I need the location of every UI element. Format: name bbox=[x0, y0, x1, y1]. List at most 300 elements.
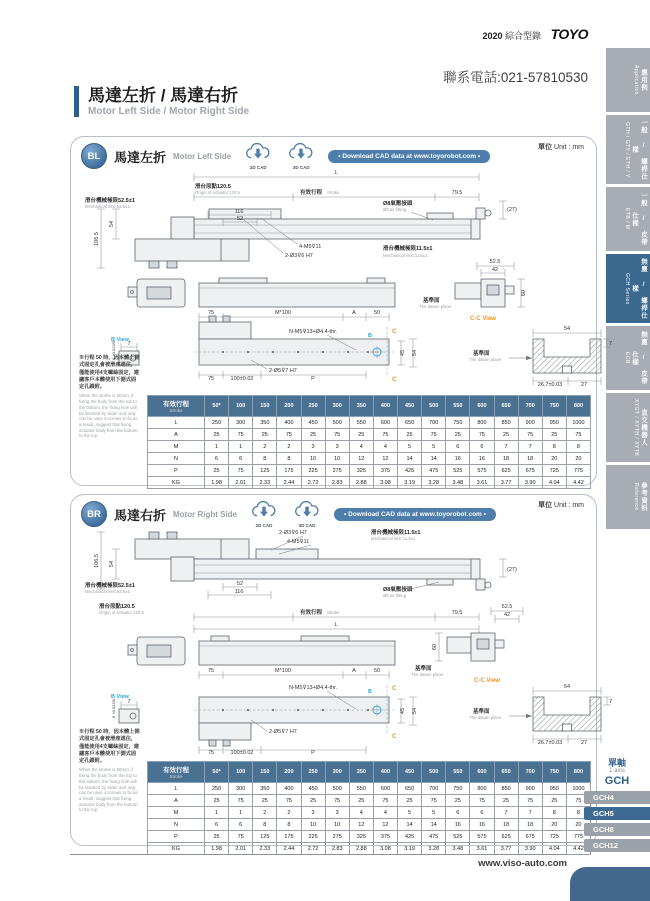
side-view bbox=[199, 636, 395, 665]
table-cell: 575 bbox=[470, 831, 494, 843]
dim-79-5: 79.5 bbox=[451, 610, 463, 616]
sidebar-tab-xy-robots[interactable] bbox=[606, 393, 650, 462]
plan-view bbox=[194, 310, 418, 383]
table-cell: 225 bbox=[301, 831, 325, 843]
table-cell: 25 bbox=[446, 795, 470, 807]
table-cell: 25 bbox=[349, 429, 373, 441]
table-cell: 3.77 bbox=[494, 477, 518, 489]
series-button-gch5[interactable]: GCH5 bbox=[584, 807, 650, 820]
dim-screws: 4-M5⊽11 bbox=[299, 244, 322, 250]
cad-2d-label: 2D CAD bbox=[255, 523, 273, 528]
unit-label bbox=[538, 142, 584, 152]
table-cell: 4 bbox=[349, 441, 373, 453]
stroke-column-header: 600 bbox=[470, 762, 494, 783]
dim-cc54: 54 bbox=[563, 684, 571, 690]
contact-phone: 聯系電話:021-57810530 bbox=[443, 70, 588, 85]
table-cell: 6 bbox=[446, 441, 470, 453]
table-cell: 7 bbox=[518, 441, 542, 453]
table-cell: 4.04 bbox=[542, 843, 566, 855]
row-label: KG bbox=[148, 843, 205, 855]
table-cell: 75 bbox=[325, 429, 349, 441]
dim-P: P bbox=[311, 750, 315, 756]
table-cell: 75 bbox=[518, 795, 542, 807]
table-cell: 4.04 bbox=[542, 477, 566, 489]
table-cell: 625 bbox=[494, 465, 518, 477]
top-view bbox=[85, 528, 523, 633]
spec-table bbox=[147, 395, 591, 489]
dim-stroke-en: Stroke bbox=[327, 610, 340, 615]
row-label: L bbox=[148, 783, 205, 795]
dim-100: 100±0.02 bbox=[230, 376, 254, 382]
table-cell: 8 bbox=[542, 807, 566, 819]
note-zh: ※行程 50 時，因本體上側式固定孔會被滑座遮住，僅能使用4支螺絲固定，建議客戶本體使用下側式固定孔鎖附。 bbox=[79, 355, 140, 391]
table-cell: 6 bbox=[205, 819, 229, 831]
dim-mech-top-zh: 滑台機械極限52.5±1 bbox=[85, 583, 135, 589]
row-label: P bbox=[148, 831, 205, 843]
table-cell: 800 bbox=[470, 783, 494, 795]
table-cell: 3.48 bbox=[446, 477, 470, 489]
dim-42: 42 bbox=[491, 267, 499, 273]
table-cell: 5 bbox=[398, 441, 422, 453]
dim-mech-top-en: Mechanical limit:52.5±1 bbox=[85, 589, 130, 594]
download-cad-button[interactable]: • Download CAD data at www.toyorobot.com • bbox=[328, 150, 490, 163]
series-button-gch12[interactable]: GCH12 bbox=[584, 839, 650, 852]
dim-origin-zh: 滑台原點120.5 bbox=[99, 604, 135, 610]
series-nav bbox=[584, 756, 650, 855]
table-cell: 12 bbox=[349, 453, 373, 465]
note-zh: ※行程 50 時，因本體上側式固定孔會被滑座遮住，僅能使用4支螺絲固定，建議客戶本體使用下側式固定孔鎖附。 bbox=[79, 729, 140, 765]
table-cell: 750 bbox=[446, 783, 470, 795]
stroke-column-header: 750 bbox=[542, 396, 566, 417]
table-cell: 600 bbox=[373, 783, 397, 795]
stroke-column-header: 450 bbox=[398, 762, 422, 783]
stroke-column-header: 50* bbox=[205, 396, 229, 417]
table-cell: 475 bbox=[422, 831, 446, 843]
cc-section bbox=[469, 684, 612, 746]
dim-52: 52 bbox=[236, 216, 244, 222]
table-cell: 7 bbox=[494, 441, 518, 453]
table-cell: 525 bbox=[446, 465, 470, 477]
row-label: P bbox=[148, 465, 205, 477]
cloud-download-icon bbox=[243, 142, 273, 162]
row-label: M bbox=[148, 441, 205, 453]
table-cell: 6 bbox=[205, 453, 229, 465]
technical-drawing-br bbox=[71, 519, 613, 759]
dim-116: 116 bbox=[234, 589, 244, 595]
table-cell: 3 bbox=[301, 441, 325, 453]
dim-54b: 54 bbox=[412, 349, 418, 357]
dim-52: 52 bbox=[236, 581, 244, 587]
dim-52-5: 52.5 bbox=[501, 604, 513, 610]
table-cell: 20 bbox=[542, 453, 566, 465]
table-cell: 25 bbox=[301, 429, 325, 441]
row-label: KG bbox=[148, 477, 205, 489]
table-cell: 3.77 bbox=[494, 843, 518, 855]
table-cell: 25 bbox=[253, 795, 277, 807]
spec-table bbox=[147, 761, 591, 855]
dim-stroke-en: Stroke bbox=[327, 190, 340, 195]
table-cell: 375 bbox=[373, 465, 397, 477]
table-row bbox=[148, 465, 591, 477]
stroke-column-header: 200 bbox=[277, 396, 301, 417]
catalog-year: 2020 bbox=[482, 31, 503, 41]
dim-7: 7 bbox=[127, 699, 131, 705]
section-title-zh: 馬達右折 bbox=[114, 507, 167, 523]
stroke-column-header: 750 bbox=[542, 762, 566, 783]
datum-zh: 基準面 bbox=[423, 298, 440, 304]
series-button-gch4[interactable]: GCH4 bbox=[584, 791, 650, 804]
dim-mech-side-zh: 滑台機械極限11.5±1 bbox=[383, 246, 433, 252]
tab-label-en: Reference bbox=[633, 483, 639, 511]
stroke-column-header: 650 bbox=[494, 396, 518, 417]
table-cell: 25 bbox=[494, 795, 518, 807]
unit-en: Unit : mm bbox=[554, 502, 584, 509]
axis-label-zh: 單軸 bbox=[607, 758, 626, 768]
tab-label-en: Application bbox=[633, 65, 639, 95]
corner-decoration bbox=[570, 867, 650, 901]
stroke-column-header: 500 bbox=[422, 762, 446, 783]
table-cell: 75 bbox=[373, 429, 397, 441]
table-cell: 75 bbox=[566, 429, 590, 441]
table-cell: 75 bbox=[277, 795, 301, 807]
table-cell: 575 bbox=[470, 465, 494, 477]
marker-C-bottom: C bbox=[392, 734, 397, 740]
section-title-en: Motor Right Side bbox=[173, 509, 238, 519]
table-cell: 8 bbox=[542, 441, 566, 453]
stroke-column-header: 400 bbox=[373, 762, 397, 783]
dim-7: 7 bbox=[127, 341, 131, 347]
dim-A: A bbox=[352, 668, 356, 674]
sidebar-tab-gth-gty-eth-y[interactable] bbox=[606, 115, 650, 184]
unit-en: Unit : mm bbox=[554, 144, 584, 151]
table-cell: 300 bbox=[229, 417, 253, 429]
stroke-column-header: 250 bbox=[301, 396, 325, 417]
cc-view-label: C-C View bbox=[470, 316, 496, 322]
sidebar-tab-etb-m[interactable] bbox=[606, 187, 650, 251]
table-cell: 550 bbox=[349, 417, 373, 429]
table-cell: 550 bbox=[349, 783, 373, 795]
stroke-column-header: 250 bbox=[301, 762, 325, 783]
datum-zh: 基準面 bbox=[415, 666, 432, 672]
table-cell: 8 bbox=[253, 453, 277, 465]
cc-section bbox=[469, 326, 612, 388]
table-cell: 3.61 bbox=[470, 843, 494, 855]
tab-label-en: XYGT / XYTH / XYTB bbox=[633, 398, 639, 457]
stroke-spec-table bbox=[147, 395, 591, 489]
tab-label-zh: 無塵 / 螺桿仕樣 bbox=[631, 257, 647, 320]
dim-cc54: 54 bbox=[563, 326, 571, 332]
dim-50: 50 bbox=[373, 668, 381, 674]
table-cell: 6 bbox=[229, 819, 253, 831]
stroke-column-header: 800 bbox=[566, 762, 590, 783]
table-cell: 8 bbox=[277, 819, 301, 831]
dim-54: 54 bbox=[109, 560, 115, 568]
table-cell: 25 bbox=[494, 429, 518, 441]
unit-zh: 單位 bbox=[538, 144, 553, 151]
cloud-download-icon bbox=[292, 500, 322, 520]
tab-label-zh: 一般 / 皮帶仕樣 bbox=[631, 192, 647, 246]
table-cell: 25 bbox=[542, 795, 566, 807]
table-cell: 650 bbox=[398, 783, 422, 795]
table-cell: 2.83 bbox=[325, 843, 349, 855]
dim-mech-side-en: Mechanical limit:11.5±1 bbox=[371, 536, 416, 541]
table-cell: 900 bbox=[518, 417, 542, 429]
cad-2d-label: 2D CAD bbox=[249, 165, 267, 170]
table-cell: 3.90 bbox=[518, 477, 542, 489]
table-cell: 775 bbox=[566, 465, 590, 477]
table-cell: 8 bbox=[566, 441, 590, 453]
stroke-column-header: 100 bbox=[229, 396, 253, 417]
table-cell: 375 bbox=[373, 831, 397, 843]
table-cell: 250 bbox=[205, 783, 229, 795]
table-cell: 525 bbox=[446, 831, 470, 843]
table-cell: 25 bbox=[205, 429, 229, 441]
stroke-column-header: 150 bbox=[253, 762, 277, 783]
sidebar-tab-ecb[interactable] bbox=[606, 326, 650, 390]
table-cell: 25 bbox=[301, 795, 325, 807]
sidebar bbox=[606, 48, 650, 532]
dim-45: 45 bbox=[400, 707, 406, 715]
datum2-en: The datum plane bbox=[469, 357, 502, 362]
plan-view bbox=[194, 668, 418, 756]
table-cell: 3 bbox=[325, 441, 349, 453]
table-cell: 400 bbox=[277, 417, 301, 429]
table-cell: 3.19 bbox=[398, 477, 422, 489]
table-cell: 275 bbox=[325, 465, 349, 477]
table-cell: 1 bbox=[205, 441, 229, 453]
top-view bbox=[85, 170, 517, 268]
table-cell: 1 bbox=[229, 441, 253, 453]
stroke-header-cell: 有效行程 Stroke bbox=[148, 396, 205, 417]
stroke-header-cell: 有效行程 Stroke bbox=[148, 762, 205, 783]
table-cell: 500 bbox=[325, 783, 349, 795]
dim-tol6: 6 +0.012/0 bbox=[111, 340, 116, 360]
side-view bbox=[199, 278, 395, 307]
row-label: A bbox=[148, 795, 205, 807]
table-cell: 6 bbox=[446, 807, 470, 819]
download-cad-button[interactable]: • Download CAD data at www.toyorobot.com • bbox=[334, 508, 496, 521]
dim-stroke-zh: 有效行程 bbox=[299, 190, 323, 196]
table-cell: 75 bbox=[229, 429, 253, 441]
table-cell: 2.33 bbox=[253, 477, 277, 489]
table-cell: 650 bbox=[398, 417, 422, 429]
cad-3d-label: 3D CAD bbox=[292, 165, 310, 170]
tab-label-en: ETB / M bbox=[624, 208, 630, 230]
table-cell: 2.72 bbox=[301, 477, 325, 489]
table-cell: 25 bbox=[398, 429, 422, 441]
unit-zh: 單位 bbox=[538, 502, 553, 509]
table-row bbox=[148, 831, 591, 843]
cc-motor-view bbox=[419, 259, 527, 322]
tab-label-zh: 無塵 / 皮帶仕樣 bbox=[631, 331, 647, 385]
table-cell: 750 bbox=[446, 417, 470, 429]
dim-75b: 75 bbox=[207, 750, 215, 756]
dim-45: 45 bbox=[400, 349, 406, 357]
table-cell: 4 bbox=[349, 807, 373, 819]
table-cell: 850 bbox=[494, 783, 518, 795]
table-cell: 75 bbox=[277, 429, 301, 441]
table-cell: 5 bbox=[422, 441, 446, 453]
dim-100: 100±0.02 bbox=[230, 750, 254, 756]
table-row bbox=[148, 783, 591, 795]
section-title-zh: 馬達左折 bbox=[114, 149, 167, 165]
catalog-header bbox=[483, 26, 589, 42]
stroke-column-header: 700 bbox=[518, 762, 542, 783]
tab-label-en: ECB bbox=[624, 352, 630, 364]
dim-116: 116 bbox=[234, 209, 244, 215]
stroke-note bbox=[79, 729, 141, 813]
table-cell: 2.01 bbox=[229, 843, 253, 855]
table-cell: 6 bbox=[470, 441, 494, 453]
table-cell: 18 bbox=[518, 453, 542, 465]
table-cell: 12 bbox=[349, 819, 373, 831]
tab-label-zh: 一般 / 螺桿仕樣 bbox=[631, 118, 647, 181]
table-cell: 950 bbox=[542, 417, 566, 429]
dim-P: P bbox=[311, 376, 315, 382]
table-cell: 275 bbox=[325, 831, 349, 843]
table-cell: 250 bbox=[205, 417, 229, 429]
table-row bbox=[148, 477, 591, 489]
series-button-gch8[interactable]: GCH8 bbox=[584, 823, 650, 836]
table-cell: 75 bbox=[325, 795, 349, 807]
stroke-column-header: 450 bbox=[398, 396, 422, 417]
table-cell: 75 bbox=[229, 465, 253, 477]
stroke-column-header: 50* bbox=[205, 762, 229, 783]
footer-divider bbox=[70, 854, 567, 855]
cc-motor-view bbox=[411, 633, 504, 684]
table-cell: 425 bbox=[398, 465, 422, 477]
table-cell: 8 bbox=[566, 807, 590, 819]
table-cell: 3.48 bbox=[446, 843, 470, 855]
table-cell: 700 bbox=[422, 417, 446, 429]
dim-origin-en: Origin of actuator:120.5 bbox=[99, 610, 144, 615]
dim-26-7: 26.7±0.03 bbox=[537, 382, 563, 388]
table-cell: 1.98 bbox=[205, 843, 229, 855]
stroke-column-header: 500 bbox=[422, 396, 446, 417]
dim-54: 54 bbox=[109, 220, 115, 228]
table-cell: 1 bbox=[205, 807, 229, 819]
dim-27b: 27 bbox=[580, 740, 588, 746]
table-cell: 800 bbox=[470, 417, 494, 429]
cloud-download-icon bbox=[249, 500, 279, 520]
table-cell: 12 bbox=[373, 453, 397, 465]
dim-pins-small: 2-Ø3⊽6 H7 bbox=[285, 253, 313, 259]
table-cell: 75 bbox=[229, 795, 253, 807]
dim-27b: 27 bbox=[580, 382, 588, 388]
table-cell: 25 bbox=[349, 795, 373, 807]
table-cell: 1 bbox=[229, 807, 253, 819]
table-cell: 14 bbox=[422, 453, 446, 465]
row-label: M bbox=[148, 807, 205, 819]
table-cell: 14 bbox=[398, 453, 422, 465]
table-cell: 850 bbox=[494, 417, 518, 429]
table-cell: 3.90 bbox=[518, 843, 542, 855]
table-cell: 3 bbox=[325, 807, 349, 819]
table-cell: 3.28 bbox=[422, 477, 446, 489]
cloud-download-icon bbox=[286, 142, 316, 162]
table-row bbox=[148, 819, 591, 831]
table-cell: 900 bbox=[518, 783, 542, 795]
marker-B: B bbox=[368, 689, 372, 695]
tab-label-en: GTH / GTY / ETH / Y bbox=[624, 121, 630, 178]
sidebar-tab-gch-series[interactable] bbox=[606, 254, 650, 323]
dim-stroke-zh: 有效行程 bbox=[299, 610, 323, 616]
stroke-column-header: 800 bbox=[566, 396, 590, 417]
table-cell: 5 bbox=[398, 807, 422, 819]
stroke-column-header: 300 bbox=[325, 396, 349, 417]
marker-C-top: C bbox=[392, 329, 397, 335]
b-view-label: B View bbox=[111, 694, 129, 700]
table-cell: 8 bbox=[277, 453, 301, 465]
table-cell: 5 bbox=[422, 807, 446, 819]
table-cell: 10 bbox=[325, 819, 349, 831]
table-cell: 400 bbox=[277, 783, 301, 795]
dim-origin-en: Origin of actuator:120.5 bbox=[195, 190, 240, 195]
table-cell: 12 bbox=[373, 819, 397, 831]
dim-26-7: 26.7±0.03 bbox=[537, 740, 563, 746]
table-cell: 20 bbox=[566, 819, 590, 831]
dim-cc7: 7 bbox=[609, 699, 613, 705]
table-cell: 725 bbox=[542, 831, 566, 843]
table-cell: 675 bbox=[518, 465, 542, 477]
table-cell: 10 bbox=[301, 453, 325, 465]
table-cell: 75 bbox=[470, 429, 494, 441]
toyo-logo: TOYO bbox=[550, 26, 588, 42]
sidebar-tab-reference[interactable] bbox=[606, 465, 650, 529]
dim-m100: M*100 bbox=[275, 668, 291, 674]
table-cell: 325 bbox=[349, 465, 373, 477]
dim-air-zh: Ø8氣壓接頭 bbox=[383, 201, 413, 207]
tab-label-zh: 直交機器人 bbox=[640, 408, 647, 447]
table-cell: 75 bbox=[229, 831, 253, 843]
cad-3d-label: 3D CAD bbox=[298, 523, 316, 528]
table-cell: 600 bbox=[373, 417, 397, 429]
datum2-en: The datum plane bbox=[469, 715, 502, 720]
datum-en: The datum plane bbox=[419, 304, 452, 309]
dim-cc7: 7 bbox=[609, 341, 613, 347]
dim-A: A bbox=[352, 310, 356, 316]
dim-nm5: N-M5⊽13+Ø4.4-thr. bbox=[289, 329, 338, 335]
table-cell: 25 bbox=[446, 429, 470, 441]
tab-label-zh: 參考資料 bbox=[640, 482, 647, 512]
dim-79-5: 79.5 bbox=[451, 190, 463, 196]
dim-52-5: 52.5 bbox=[489, 259, 501, 265]
table-cell: 20 bbox=[566, 453, 590, 465]
row-label: N bbox=[148, 453, 205, 465]
marker-C-top: C bbox=[392, 686, 397, 692]
table-cell: 125 bbox=[253, 831, 277, 843]
table-cell: 675 bbox=[518, 831, 542, 843]
table-cell: 14 bbox=[398, 819, 422, 831]
dim-m100: M*100 bbox=[275, 310, 291, 316]
table-cell: 10 bbox=[325, 453, 349, 465]
technical-drawing-bl bbox=[71, 161, 613, 401]
row-label: L bbox=[148, 417, 205, 429]
table-cell: 775 bbox=[566, 831, 590, 843]
table-row bbox=[148, 441, 591, 453]
dim-75: 75 bbox=[207, 310, 215, 316]
marker-C-bottom: C bbox=[392, 377, 397, 383]
table-cell: 2 bbox=[253, 807, 277, 819]
table-cell: 25 bbox=[542, 429, 566, 441]
dim-27: (27) bbox=[507, 567, 517, 573]
sidebar-tab-application[interactable] bbox=[606, 48, 650, 112]
table-cell: 1000 bbox=[566, 417, 590, 429]
table-cell: 6 bbox=[229, 453, 253, 465]
table-cell: 14 bbox=[422, 819, 446, 831]
website-url: www.viso-auto.com bbox=[478, 858, 567, 869]
table-cell: 8 bbox=[253, 819, 277, 831]
